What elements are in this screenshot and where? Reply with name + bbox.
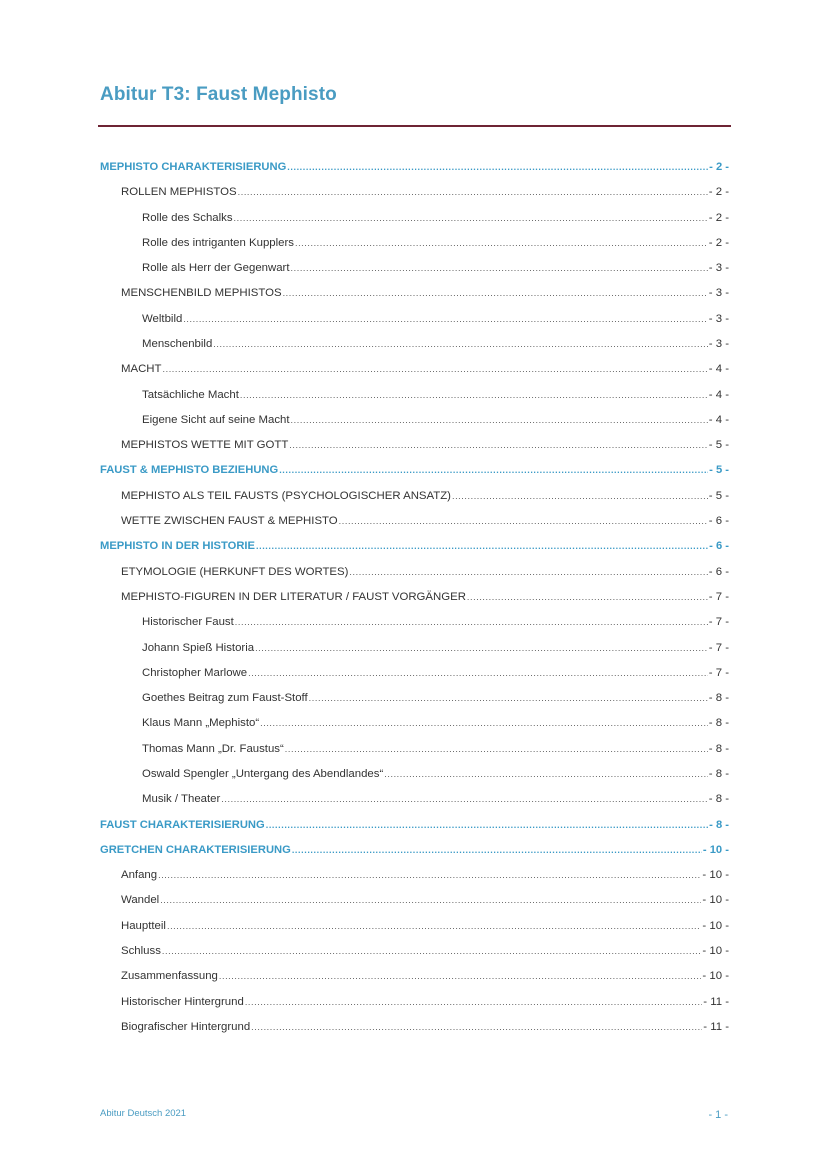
toc-entry[interactable] xyxy=(121,490,729,508)
toc-entry-label: Thomas Mann „Dr. Faustus“ xyxy=(142,742,284,755)
toc-entry[interactable] xyxy=(142,338,729,356)
toc-dot-leader xyxy=(295,238,708,248)
toc-dot-leader xyxy=(167,921,701,931)
toc-entry-page: - 8 - xyxy=(709,818,729,831)
toc-entry-page: - 8 - xyxy=(708,793,729,806)
toc-entry-label: Christopher Marlowe xyxy=(142,666,248,679)
toc-dot-leader xyxy=(162,946,702,956)
toc-entry[interactable] xyxy=(121,996,729,1014)
toc-entry[interactable] xyxy=(142,642,729,660)
toc-dot-leader xyxy=(163,364,708,374)
toc-entry[interactable] xyxy=(100,161,729,179)
toc-entry-page: - 7 - xyxy=(708,666,729,679)
toc-entry-label: Hauptteil xyxy=(121,919,166,932)
toc-entry[interactable] xyxy=(121,439,729,457)
toc-entry-label: Rolle als Herr der Gegenwart xyxy=(142,262,290,275)
toc-entry-label: Wandel xyxy=(121,894,160,907)
toc-entry-label: FAUST & MEPHISTO BEZIEHUNG xyxy=(100,464,279,477)
toc-dot-leader xyxy=(251,1022,702,1032)
toc-entry-label: MEPHISTO IN DER HISTORIE xyxy=(100,540,255,553)
toc-entry-label: Rolle des Schalks xyxy=(142,211,233,224)
toc-entry-label: ROLLEN MEPHISTOS xyxy=(121,186,237,199)
toc-entry-label: ETYMOLOGIE (HERKUNFT DES WORTES) xyxy=(121,565,349,578)
toc-dot-leader xyxy=(160,895,701,905)
toc-entry-page: - 4 - xyxy=(708,413,729,426)
toc-entry[interactable] xyxy=(142,262,729,280)
toc-entry-label: Musik / Theater xyxy=(142,793,221,806)
toc-entry[interactable] xyxy=(121,970,729,988)
toc-entry-page: - 8 - xyxy=(708,767,729,780)
toc-entry-label: Menschenbild xyxy=(142,338,213,351)
toc-dot-leader xyxy=(248,668,708,678)
toc-dot-leader xyxy=(183,314,707,324)
footer-label: Abitur Deutsch 2021 xyxy=(100,1108,187,1119)
toc-entry-page: - 5 - xyxy=(708,439,729,452)
toc-dot-leader xyxy=(238,187,708,197)
toc-entry-label: Historischer Faust xyxy=(142,616,234,629)
toc-entry[interactable] xyxy=(142,768,729,786)
toc-entry-page: - 8 - xyxy=(708,692,729,705)
toc-dot-leader xyxy=(158,870,701,880)
toc-entry-page: - 4 - xyxy=(708,388,729,401)
toc-dot-leader xyxy=(285,744,708,754)
toc-entry-page: - 6 - xyxy=(709,540,729,553)
toc-dot-leader xyxy=(221,794,707,804)
toc-entry-page: - 2 - xyxy=(708,211,729,224)
toc-entry-page: - 2 - xyxy=(709,161,729,173)
toc-dot-leader xyxy=(292,845,702,855)
toc-entry[interactable] xyxy=(121,363,729,381)
toc-entry[interactable] xyxy=(142,616,729,634)
toc-entry-label: Biografischer Hintergrund xyxy=(121,1020,251,1033)
toc-entry[interactable] xyxy=(121,894,729,912)
toc-entry-page: - 10 - xyxy=(702,970,729,983)
toc-dot-leader xyxy=(255,643,708,653)
toc-dot-leader xyxy=(289,440,707,450)
toc-entry[interactable] xyxy=(121,869,729,887)
toc-entry[interactable] xyxy=(100,464,729,482)
toc-entry-label: MACHT xyxy=(121,363,162,376)
toc-entry-label: Historischer Hintergrund xyxy=(121,995,244,1008)
toc-entry-label: MEPHISTOS WETTE MIT GOTT xyxy=(121,439,289,452)
toc-dot-leader xyxy=(309,693,708,703)
toc-entry-label: Rolle des intriganten Kupplers xyxy=(142,236,294,249)
toc-entry-label: Goethes Beitrag zum Faust-Stoff xyxy=(142,692,308,705)
toc-dot-leader xyxy=(384,769,707,779)
toc-dot-leader xyxy=(245,997,702,1007)
toc-dot-leader xyxy=(213,339,707,349)
toc-entry[interactable] xyxy=(100,844,729,862)
toc-entry[interactable] xyxy=(142,212,729,230)
toc-entry-page: - 3 - xyxy=(708,287,729,300)
toc-entry-page: - 11 - xyxy=(703,1020,729,1033)
toc-entry[interactable] xyxy=(142,743,729,761)
toc-entry[interactable] xyxy=(100,819,729,837)
document-title: Abitur T3: Faust Mephisto xyxy=(100,84,337,105)
toc-dot-leader xyxy=(291,263,708,273)
toc-entry-label: Johann Spieß Historia xyxy=(142,641,255,654)
toc-entry-page: - 5 - xyxy=(709,464,729,477)
toc-entry-page: - 6 - xyxy=(708,565,729,578)
toc-entry-label: Zusammenfassung xyxy=(121,970,218,983)
toc-entry-page: - 3 - xyxy=(708,338,729,351)
toc-dot-leader xyxy=(240,390,708,400)
toc-entry-label: Weltbild xyxy=(142,312,183,325)
toc-entry[interactable] xyxy=(142,389,729,407)
toc-entry[interactable] xyxy=(121,515,729,533)
toc-entry[interactable] xyxy=(142,793,729,811)
toc-entry[interactable] xyxy=(121,186,729,204)
toc-entry-label: Tatsächliche Macht xyxy=(142,388,239,401)
toc-entry[interactable] xyxy=(142,313,729,331)
toc-entry-label: MEPHISTO-FIGUREN IN DER LITERATUR / FAUST VORGÄNGER xyxy=(121,590,466,603)
footer-page-number: - 1 - xyxy=(708,1109,728,1121)
toc-entry-page: - 2 - xyxy=(708,186,729,199)
toc-entry-page: - 8 - xyxy=(708,717,729,730)
toc-entry-page: - 10 - xyxy=(702,919,729,932)
toc-entry[interactable] xyxy=(121,1021,729,1039)
toc-entry-page: - 3 - xyxy=(708,312,729,325)
toc-dot-leader xyxy=(283,288,708,298)
toc-entry-label: MEPHISTO ALS TEIL FAUSTS (PSYCHOLOGISCHER ANSATZ) xyxy=(121,489,451,502)
toc-entry-page: - 3 - xyxy=(708,262,729,275)
toc-entry[interactable] xyxy=(142,692,729,710)
toc-dot-leader xyxy=(256,541,708,551)
toc-entry-page: - 2 - xyxy=(708,236,729,249)
toc-dot-leader xyxy=(467,592,708,602)
toc-dot-leader xyxy=(260,718,708,728)
toc-entry[interactable] xyxy=(100,540,729,558)
toc-entry-page: - 7 - xyxy=(708,616,729,629)
toc-entry-label: Eigene Sicht auf seine Macht xyxy=(142,413,290,426)
toc-entry[interactable] xyxy=(121,945,729,963)
toc-entry-page: - 7 - xyxy=(708,641,729,654)
toc-entry-page: - 5 - xyxy=(708,489,729,502)
toc-entry[interactable] xyxy=(121,287,729,305)
toc-dot-leader xyxy=(287,162,708,172)
toc-entry[interactable] xyxy=(142,717,729,735)
toc-entry-label: Anfang xyxy=(121,869,158,882)
toc-entry-page: - 11 - xyxy=(703,995,729,1008)
toc-entry[interactable] xyxy=(121,566,729,584)
toc-entry[interactable] xyxy=(121,920,729,938)
toc-entry[interactable] xyxy=(142,237,729,255)
toc-entry-page: - 4 - xyxy=(708,363,729,376)
toc-dot-leader xyxy=(291,415,708,425)
toc-entry-label: FAUST CHARAKTERISIERUNG xyxy=(100,818,265,831)
toc-entry-label: Schluss xyxy=(121,944,161,957)
toc-dot-leader xyxy=(235,617,708,627)
toc-dot-leader xyxy=(349,567,707,577)
toc-entry-label: GRETCHEN CHARAKTERISIERUNG xyxy=(100,843,291,856)
toc-entry-page: - 7 - xyxy=(708,590,729,603)
toc-entry[interactable] xyxy=(142,414,729,432)
toc-entry-label: WETTE ZWISCHEN FAUST & MEPHISTO xyxy=(121,515,338,528)
toc-entry-label: MENSCHENBILD MEPHISTOS xyxy=(121,287,282,300)
toc-entry-label: MEPHISTO CHARAKTERISIERUNG xyxy=(100,161,287,173)
toc-entry-page: - 8 - xyxy=(708,742,729,755)
toc-entry-page: - 10 - xyxy=(702,894,729,907)
title-divider xyxy=(98,125,731,127)
toc-entry[interactable] xyxy=(142,667,729,685)
toc-entry-label: Klaus Mann „Mephisto“ xyxy=(142,717,260,730)
toc-dot-leader xyxy=(452,491,708,501)
toc-entry[interactable] xyxy=(121,591,729,609)
toc-entry-page: - 10 - xyxy=(702,843,729,856)
toc-entry-page: - 6 - xyxy=(708,515,729,528)
toc-dot-leader xyxy=(219,971,702,981)
toc-entry-page: - 10 - xyxy=(702,944,729,957)
toc-dot-leader xyxy=(339,516,708,526)
toc-entry-page: - 10 - xyxy=(702,869,729,882)
toc-entry-label: Oswald Spengler „Untergang des Abendlandes“ xyxy=(142,767,384,780)
toc-dot-leader xyxy=(234,213,708,223)
toc-dot-leader xyxy=(266,820,708,830)
toc-dot-leader xyxy=(279,465,708,475)
